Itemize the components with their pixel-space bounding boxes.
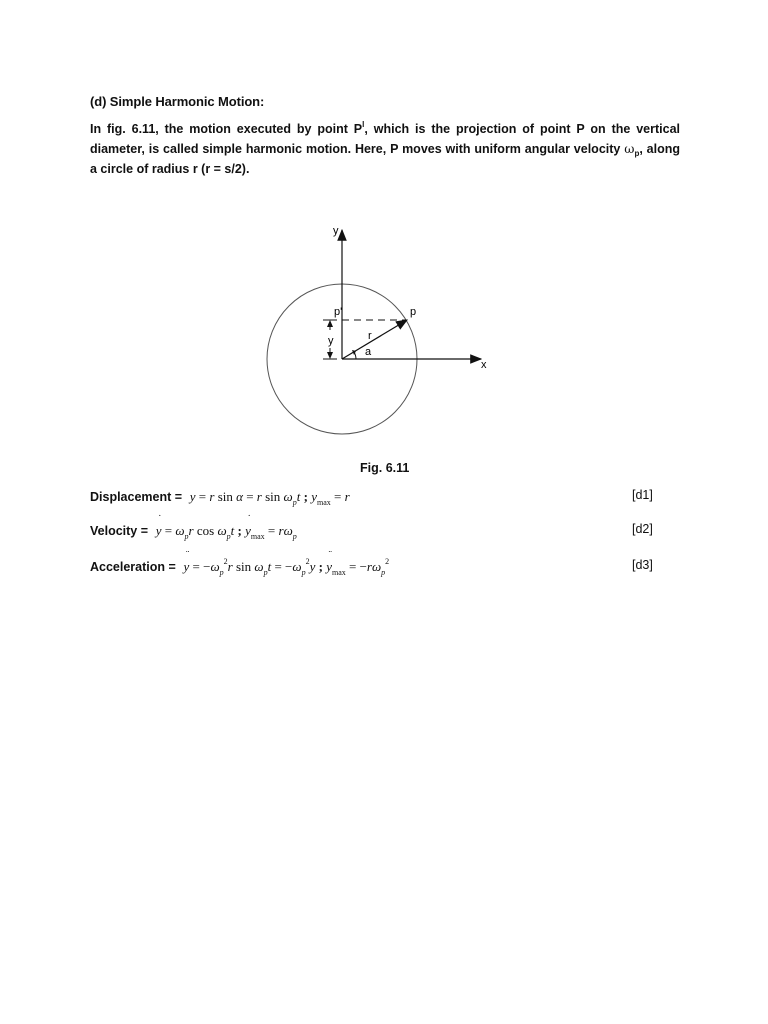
velocity-equation: ˙ $y = \omega_pr$ $\cos \omega_pt$ ; ˙ $y_{max} = r\omega_p$	[152, 523, 296, 538]
equation-label: Velocity =	[90, 524, 149, 538]
equation-tag: [d3]	[632, 558, 653, 572]
section-heading: (d) Simple Harmonic Motion:	[90, 94, 265, 109]
para-text-2: , which is the projection of point P on the vertical diameter, is called simple harmonic motion. Here, P moves with uniform angular velocity	[90, 122, 680, 156]
omega-subscript: p	[634, 149, 640, 158]
equation-tag: [d2]	[632, 522, 653, 536]
angle-label: a	[365, 346, 372, 358]
y-dimension-label: y	[328, 335, 334, 347]
equation-tag: [d1]	[632, 488, 653, 502]
para-text-3: , along a circle of radius r (r = s/2).	[90, 142, 681, 176]
p-label: p	[410, 306, 417, 318]
shm-diagram	[255, 222, 495, 447]
intro-paragraph	[90, 119, 680, 179]
acceleration-equation: ¨ $y = -\omega_p^2r$ $\sin \omega_pt = -\omega_p^2y$ ; ¨ $y_{max} = -r\omega_p^2$	[180, 559, 389, 574]
equation-label: Acceleration =	[90, 560, 176, 574]
x-axis-label: x	[481, 359, 487, 371]
prime-superscript: l	[362, 120, 365, 129]
equation-label: Displacement =	[90, 490, 183, 504]
p-prime-label: p'	[334, 306, 343, 318]
y-axis-label: y	[333, 225, 339, 237]
equation-row-d2	[90, 522, 653, 542]
displacement-equation: y = r sin α = r $\sin \omega_pt$ ; $y_{max} = r$	[189, 489, 350, 507]
equation-row-d1	[90, 488, 653, 508]
equation-row-d3	[90, 557, 653, 578]
para-text-1: In fig. 6.11, the motion executed by point P	[90, 122, 363, 136]
radius-vector	[342, 320, 407, 359]
r-label: r	[368, 330, 372, 342]
omega-symbol: ω	[624, 141, 635, 156]
figure-caption: Fig. 6.11	[360, 461, 410, 475]
